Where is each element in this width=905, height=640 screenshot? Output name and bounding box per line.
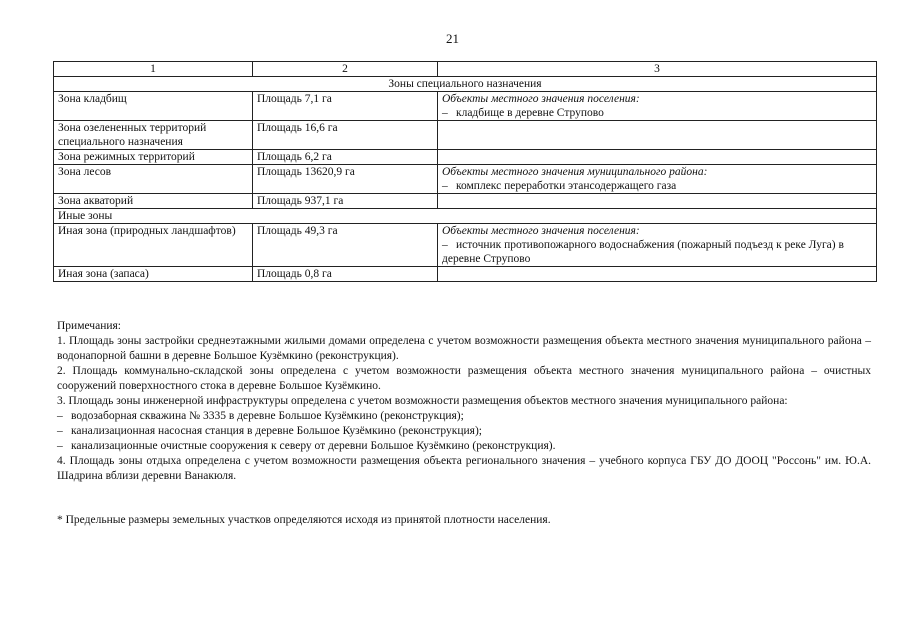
zone-name: Иная зона (природных ландшафтов) <box>54 224 253 267</box>
zone-area: Площадь 49,3 га <box>253 224 438 267</box>
note-3-item <box>57 424 871 439</box>
table-row <box>54 150 877 165</box>
zone-name: Зона режимных территорий <box>54 150 253 165</box>
table-row <box>54 194 877 209</box>
table-row <box>54 92 877 121</box>
zone-name: Иная зона (запаса) <box>54 267 253 282</box>
footnote: * Предельные размеры земельных участков определяются исходя из принятой плотности населения. <box>57 514 551 526</box>
column-header-1: 1 <box>54 62 253 77</box>
objects-heading: Объекты местного значения поселения: <box>442 93 640 105</box>
note-3-item <box>57 409 871 424</box>
note-4: 4. Площадь зоны отдыха определена с учетом возможности размещения объекта регионального значения – учебного корпуса ГБУ ДО ДООЦ "Россонь" им. Ю.А. Шадрина вблизи деревни Ванакюля. <box>57 455 871 482</box>
object-text: источник противопожарного водоснабжения (пожарный подъезд к реке Луга) в деревне Струпово <box>442 239 844 265</box>
note-3-item-text: водозаборная скважина № 3335 в деревне Большое Кузёмкино (реконструкция); <box>71 410 464 422</box>
zone-area: Площадь 16,6 га <box>253 121 438 150</box>
zone-objects <box>438 121 877 150</box>
zone-area: Площадь 937,1 га <box>253 194 438 209</box>
zone-name: Зона лесов <box>54 165 253 194</box>
note-3-item-text: канализационная насосная станция в деревне Большое Кузёмкино (реконструкция); <box>71 425 482 437</box>
dash-bullet: – <box>57 425 63 437</box>
zone-objects <box>438 224 877 267</box>
table-row <box>54 121 877 150</box>
dash-bullet: – <box>57 410 63 422</box>
table-row <box>54 224 877 267</box>
zone-objects <box>438 165 877 194</box>
zone-area: Площадь 6,2 га <box>253 150 438 165</box>
table-header-row <box>54 62 877 77</box>
note-3-list <box>57 409 871 454</box>
section-row-special <box>54 77 877 92</box>
zone-area: Площадь 0,8 га <box>253 267 438 282</box>
zone-name: Зона акваторий <box>54 194 253 209</box>
zones-table-body <box>54 62 877 282</box>
object-text: кладбище в деревне Струпово <box>456 107 604 119</box>
zones-table <box>53 61 877 282</box>
object-text: комплекс переработки этансодержащего газа <box>456 180 677 192</box>
note-3: 3. Площадь зоны инженерной инфраструктуры определена с учетом возможности размещения объектов местного значения муниципального района: <box>57 395 788 407</box>
object-item <box>442 238 872 266</box>
column-header-3: 3 <box>438 62 877 77</box>
note-3-item <box>57 439 871 454</box>
zone-area: Площадь 13620,9 га <box>253 165 438 194</box>
zone-objects <box>438 194 877 209</box>
dash-bullet: – <box>57 440 63 452</box>
zone-name: Зона озелененных территорий специального назначения <box>54 121 253 150</box>
dash-bullet: – <box>442 107 448 119</box>
note-3-item-text: канализационные очистные сооружения к северу от деревни Большое Кузёмкино (реконструкция). <box>71 440 556 452</box>
table-row <box>54 267 877 282</box>
zone-objects <box>438 267 877 282</box>
section-row-other <box>54 209 877 224</box>
zone-area: Площадь 7,1 га <box>253 92 438 121</box>
dash-bullet: – <box>442 239 448 251</box>
section-title-other: Иные зоны <box>54 209 877 224</box>
object-item <box>442 179 872 193</box>
table-row <box>54 165 877 194</box>
notes-title: Примечания: <box>57 320 121 332</box>
note-2: 2. Площадь коммунально-складской зоны определена с учетом возможности размещения объекта местного значения муниципального района – очистных сооружений поверхностного стока в деревне Большое Кузёмкино. <box>57 365 871 392</box>
object-item <box>442 106 872 120</box>
objects-heading: Объекты местного значения поселения: <box>442 225 640 237</box>
notes-block <box>57 319 871 484</box>
zone-objects <box>438 92 877 121</box>
objects-heading: Объекты местного значения муниципального района: <box>442 166 708 178</box>
zone-name: Зона кладбищ <box>54 92 253 121</box>
dash-bullet: – <box>442 180 448 192</box>
column-header-2: 2 <box>253 62 438 77</box>
page-number: 21 <box>446 31 459 46</box>
section-title-special: Зоны специального назначения <box>54 77 877 92</box>
note-1: 1. Площадь зоны застройки среднеэтажными жилыми домами определена с учетом возможности размещения объекта местного значения муниципального района – водонапорной башни в деревне Большое Кузёмкино (реконструкция). <box>57 335 871 362</box>
zone-objects <box>438 150 877 165</box>
